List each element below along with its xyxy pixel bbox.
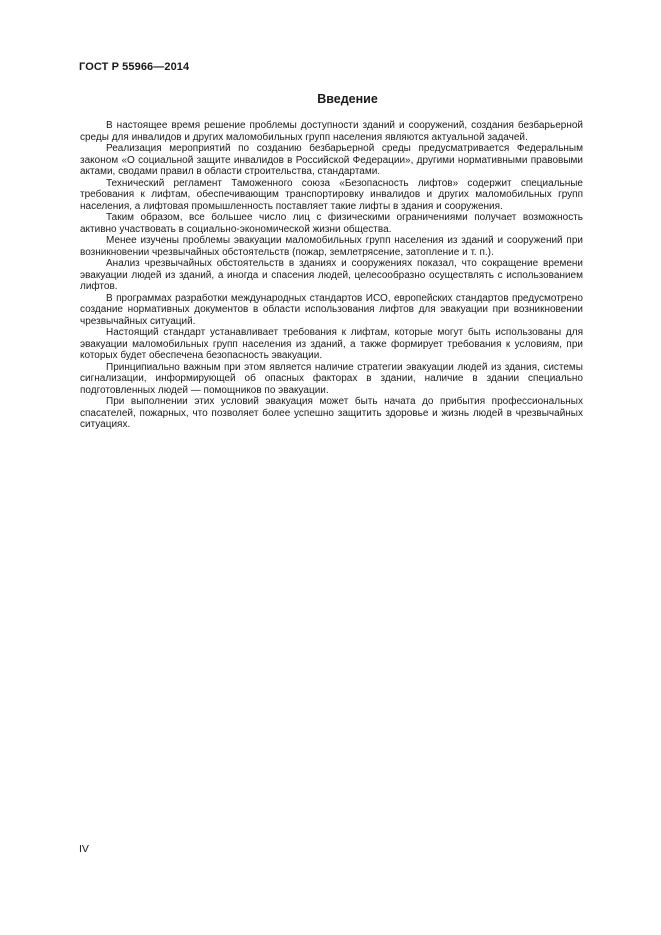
- paragraph: Менее изучены проблемы эвакуации маломобильных групп населения из зданий и сооружений при возникновении чрезвычайных обстоятельств (пожар, землетрясение, затопление и т. п.).: [80, 235, 583, 258]
- paragraph: Таким образом, все большее число лиц с физическими ограничениями получает возможность активно участвовать в социально-экономической жизни общества.: [80, 212, 583, 235]
- paragraph: При выполнении этих условий эвакуация может быть начата до прибытия профессиональных спасателей, пожарных, что позволяет более успешно защитить здоровье и жизнь людей в чрезвычайных ситуациях.: [80, 396, 583, 430]
- paragraph: Принципиально важным при этом является наличие стратегии эвакуации людей из здания, системы сигнализации, информирующей об опасных факторах в здании, наличие в здании специально подготовленных людей — помощников по эвакуации.: [80, 361, 583, 396]
- paragraph: Реализация мероприятий по созданию безбарьерной среды предусматривается Федеральным законом «О социальной защите инвалидов в Российской Федерации», другими нормативными правовыми актами, сводами правил в области строительства, стандартами.: [80, 143, 583, 177]
- paragraph: В программах разработки международных стандартов ИСО, европейских стандартов предусмотрено создание нормативных документов в области использования лифтов для эвакуации при возникновении чрезвычайных ситуаций.: [80, 292, 583, 327]
- paragraph: Анализ чрезвычайных обстоятельств в зданиях и сооружениях показал, что сокращение времени эвакуации людей из зданий, а иногда и спасения людей, целесообразно осуществлять с использованием лифтов.: [80, 258, 583, 292]
- document-header: ГОСТ Р 55966—2014: [79, 61, 190, 73]
- section-body: [80, 120, 583, 431]
- paragraph: Технический регламент Таможенного союза «Безопасность лифтов» содержит специальные требования к лифтам, обеспечивающим транспортировку инвалидов и других маломобильных групп населения, а лифтовая промышленность поставляет такие лифты в здания и сооружения.: [80, 177, 583, 212]
- paragraph: Настоящий стандарт устанавливает требования к лифтам, которые могут быть использованы для эвакуации маломобильных групп населения из зданий, а также формирует требования к условиям, при которых будет обеспечена безопасность эвакуации.: [80, 327, 583, 361]
- page-number: IV: [79, 843, 89, 855]
- section-title: Введение: [317, 92, 378, 106]
- paragraph: В настоящее время решение проблемы доступности зданий и сооружений, создания безбарьерной среды для инвалидов и других маломобильных групп населения являются актуальной задачей.: [80, 120, 583, 143]
